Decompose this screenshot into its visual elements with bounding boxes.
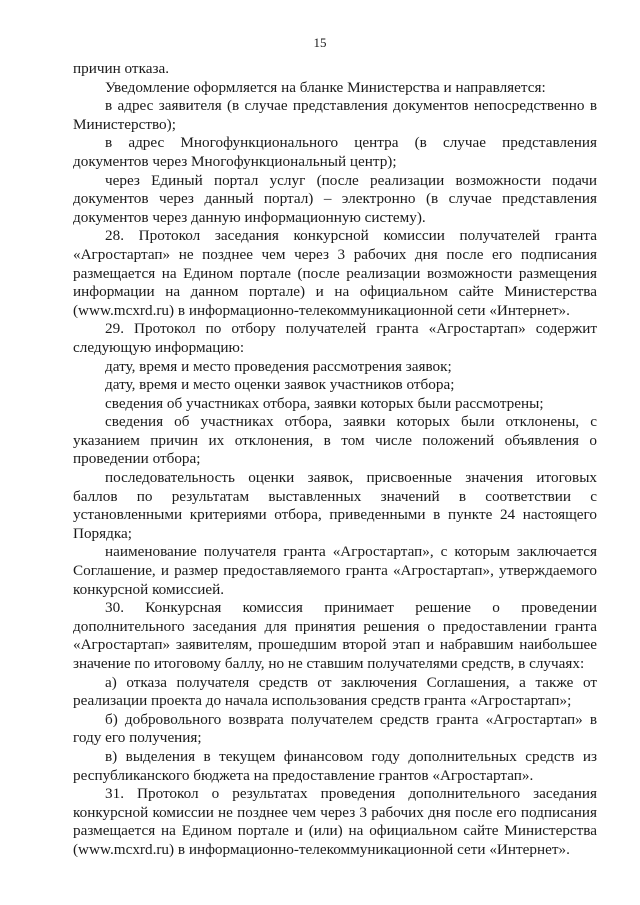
paragraph-p4: через Единый портал услуг (после реализации возможности подачи документов через данный портал) – электронно (в случае представления документов через данную информационную систему). bbox=[73, 171, 597, 226]
paragraph-p3: в адрес Многофункционального центра (в случае представления документов через Многофункциональный центр); bbox=[73, 134, 597, 170]
paragraph-p14: а) отказа получателя средств от заключения Соглашения, а также от реализации проекта до начала использования средств гранта «Агростартап»; bbox=[73, 673, 597, 710]
paragraph-p8: дату, время и место оценки заявок участников отбора; bbox=[105, 376, 455, 394]
paragraph-p0: причин отказа. bbox=[73, 60, 169, 77]
document-body bbox=[73, 60, 597, 860]
paragraph-p17: 31. Протокол о результатах проведения дополнительного заседания конкурсной комиссии не позднее чем через 3 рабочих дня после его подписания размещается на Едином портале и (или) на официальном сайте Министерства (www.mcxrd.ru) в информационно-телекоммуникационной сети «Интернет». bbox=[73, 785, 597, 858]
paragraph-p12: наименование получателя гранта «Агростартап», с которым заключается Соглашение, и размер предоставляемого гранта «Агростартап», утверждаемого конкурсной комиссией. bbox=[73, 543, 597, 598]
paragraph-p15: б) добровольного возврата получателем средств гранта «Агростартап» в году его получения; bbox=[73, 710, 597, 747]
page-number: 15 bbox=[313, 35, 327, 50]
paragraph-p11: последовательность оценки заявок, присвоенные значения итоговых баллов по результатам выставленных значений в соответствии с установленными критериями отбора, приведенными в пункте 24 настоящего Порядка; bbox=[73, 469, 597, 542]
paragraph-p7: дату, время и место проведения рассмотрения заявок; bbox=[105, 357, 452, 375]
paragraph-p6: 29. Протокол по отбору получателей гранта «Агростартап» содержит следующую информацию: bbox=[73, 320, 597, 356]
paragraph-p1: Уведомление оформляется на бланке Министерства и направляется: bbox=[105, 78, 546, 96]
paragraph-p13: 30. Конкурсная комиссия принимает решение о проведении дополнительного заседания для принятия решения о предоставлении гранта «Агростартап» заявителям, прошедшим второй этап и набравшим наибольшее значение по итоговому баллу, но не ставшим получателями средств, в случаях: bbox=[73, 599, 597, 672]
paragraph-p5: 28. Протокол заседания конкурсной комиссии получателей гранта «Агростартап» не позднее чем через 3 рабочих дня после его подписания размещается на Едином портале (после реализации возможности размещения информации на данном портале) и на официальном сайте Министерства (www.mcxrd.ru) в информационно-телекоммуникационной сети «Интернет». bbox=[73, 227, 597, 319]
paragraph-p9: сведения об участниках отбора, заявки которых были рассмотрены; bbox=[105, 394, 544, 412]
paragraph-p10: сведения об участниках отбора, заявки которых были отклонены, с указанием причин их отклонения, в том числе положений объявления о проведении отбора; bbox=[73, 413, 597, 468]
paragraph-p16: в) выделения в текущем финансовом году дополнительных средств из республиканского бюджета на предоставление грантов «Агростартап». bbox=[73, 747, 597, 784]
paragraph-p2: в адрес заявителя (в случае представления документов непосредственно в Министерство); bbox=[73, 97, 597, 133]
